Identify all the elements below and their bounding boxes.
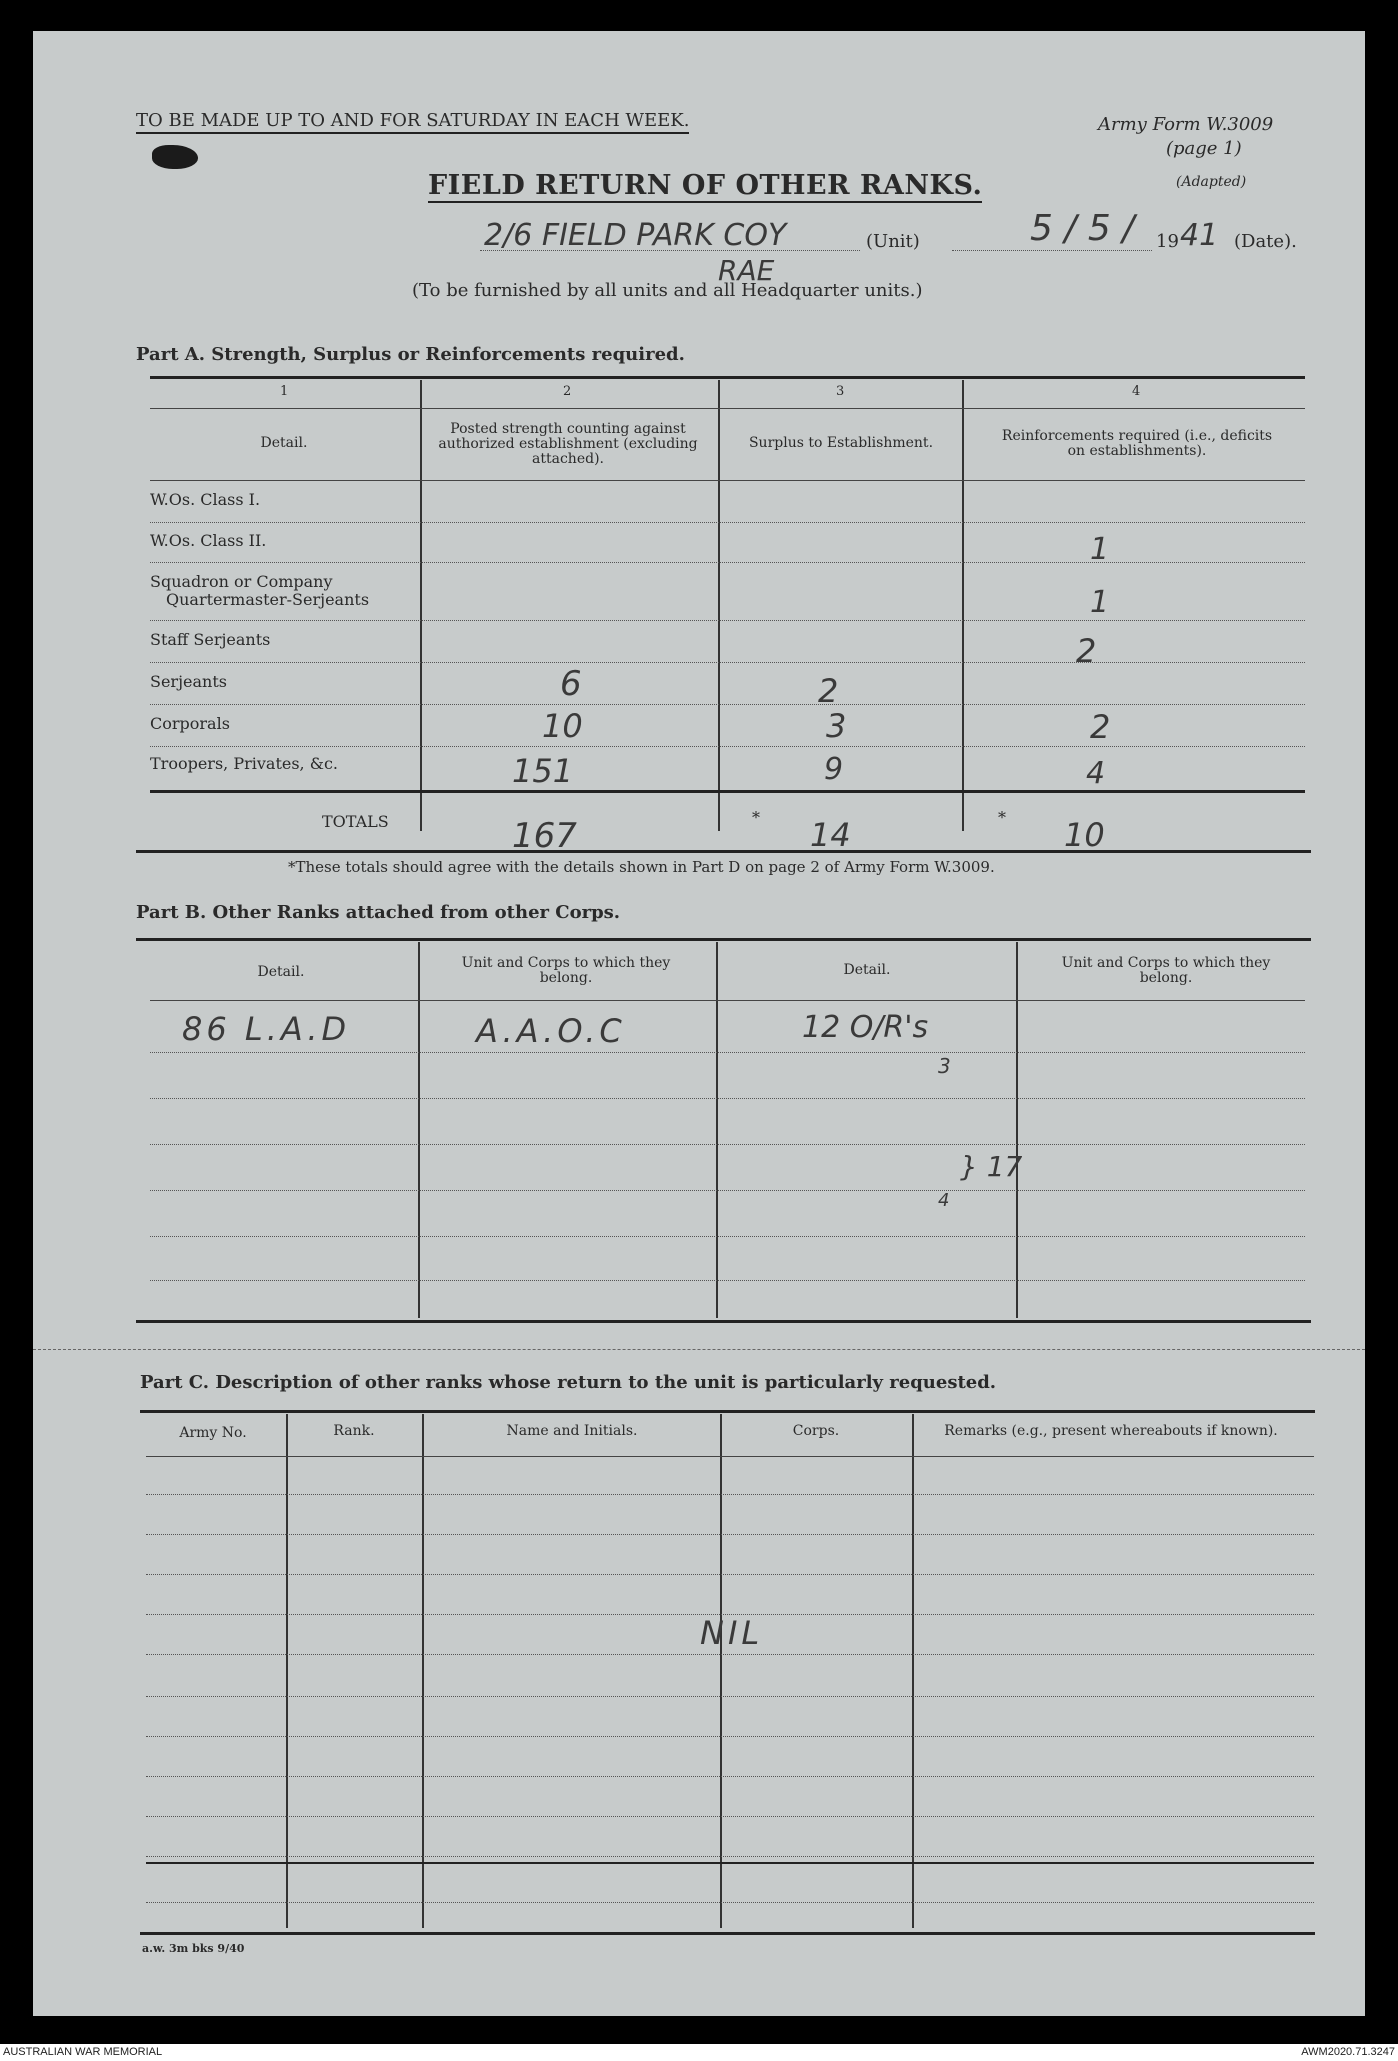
- partB-header-detail-2: Detail.: [843, 962, 891, 978]
- totals-reinf: 10: [1064, 816, 1105, 854]
- rowlabel-wo1: W.Os. Class I.: [150, 490, 261, 509]
- surplus-sgt: 2: [818, 672, 839, 710]
- partB-header-detail: Detail.: [257, 964, 305, 980]
- rowlabel-cpl: Corporals: [150, 714, 230, 733]
- partC-row-rule: [146, 1902, 1314, 1903]
- partC-row-rule: [146, 1696, 1314, 1697]
- reinf-cqms: 1: [1090, 585, 1110, 620]
- rowlabel-pte: Troopers, Privates, &c.: [150, 754, 339, 773]
- partA-heading: Part A. Strength, Surplus or Reinforcements required.: [136, 344, 685, 365]
- partB-header-rule: [150, 1000, 1305, 1001]
- form-title: FIELD RETURN OF OTHER RANKS.: [428, 170, 983, 201]
- partB-mark-1: 3: [938, 1054, 951, 1078]
- print-code: a.w. 3m bks 9/40: [142, 1942, 245, 1955]
- partB-mark-3: 4: [938, 1190, 950, 1211]
- partA-footnote: *These totals should agree with the details shown in Part D on page 2 of Army Form W.3009.: [288, 858, 995, 876]
- page-number: (page 1): [1166, 138, 1242, 159]
- partB-col-divider: [1016, 942, 1018, 1318]
- partC-bottom-rule: [140, 1932, 1315, 1935]
- partB-heading: Part B. Other Ranks attached from other Corps.: [136, 902, 621, 923]
- footer-bar: [0, 2044, 1398, 2061]
- form-number: Army Form W.3009: [1098, 114, 1274, 135]
- partA-top-rule: [150, 376, 1305, 379]
- totals-surplus: 14: [810, 816, 851, 854]
- date-dotted-line: [952, 250, 1152, 251]
- partC-header-name: Name and Initials.: [506, 1423, 638, 1439]
- partC-col-divider: [422, 1414, 424, 1928]
- partA-header-detail: Detail.: [260, 435, 308, 451]
- posted-sgt: 6: [560, 664, 582, 704]
- partC-header-remarks: Remarks (e.g., present whereabouts if known).: [944, 1423, 1278, 1439]
- subtitle: (To be furnished by all units and all Headquarter units.): [412, 280, 923, 301]
- partC-header-rule: [146, 1456, 1314, 1457]
- partB-row-rule: [150, 1098, 1305, 1099]
- partC-heading: Part C. Description of other ranks whose return to the unit is particularly requested.: [140, 1372, 997, 1393]
- partA-bottom-rule: [136, 850, 1311, 853]
- unit-label: (Unit): [866, 231, 920, 252]
- unit-dotted-line: [480, 250, 860, 251]
- partB-row-rule: [150, 1236, 1305, 1237]
- partC-row-rule: [146, 1816, 1314, 1817]
- partC-row-rule: [146, 1776, 1314, 1777]
- partA-colnum-3: 3: [836, 384, 845, 399]
- partA-col-divider: [718, 380, 720, 831]
- partC-col-divider: [720, 1414, 722, 1928]
- partB-col-divider: [716, 942, 718, 1318]
- reinf-ssgt: 2: [1076, 632, 1097, 670]
- punch-mark: [152, 145, 198, 169]
- partC-col-divider: [912, 1414, 914, 1928]
- reinf-cpl: 2: [1090, 708, 1111, 746]
- partA-colnum-1: 1: [280, 384, 289, 399]
- partC-row-rule: [146, 1534, 1314, 1535]
- date-label: (Date).: [1234, 231, 1297, 252]
- instruction-text: TO BE MADE UP TO AND FOR SATURDAY IN EACH WEEK.: [136, 110, 689, 134]
- partC-double-rule: [146, 1862, 1314, 1864]
- posted-cpl: 10: [542, 707, 583, 745]
- partA-col-divider: [962, 380, 964, 831]
- row-rule: [150, 620, 1305, 621]
- partA-colnum-2: 2: [563, 384, 572, 399]
- fold-line: [33, 1349, 1365, 1350]
- partB-header-corps: Unit and Corps to which they belong.: [461, 955, 671, 986]
- partB-detail-entry-2: 12 O/R's: [802, 1010, 929, 1045]
- surplus-pte: 9: [824, 752, 844, 787]
- totals-star-surplus: *: [752, 808, 760, 827]
- unit-handwritten-2: RAE: [718, 254, 775, 287]
- row-rule: [150, 704, 1305, 705]
- partB-row-rule: [150, 1280, 1305, 1281]
- posted-pte: 151: [512, 752, 574, 790]
- partB-detail-entry: 86 L.A.D: [182, 1010, 351, 1048]
- unit-handwritten: 2/6 FIELD PARK COY: [484, 218, 787, 253]
- partA-header-rule: [150, 480, 1305, 481]
- adapted-label: (Adapted): [1176, 174, 1247, 190]
- partB-header-corps-2: Unit and Corps to which they belong.: [1061, 955, 1271, 986]
- row-rule: [150, 562, 1305, 563]
- totals-label: TOTALS: [322, 812, 389, 831]
- partA-colnum-4: 4: [1132, 384, 1141, 399]
- partA-col-divider: [420, 380, 422, 831]
- totals-top-rule: [150, 790, 1305, 793]
- reinf-pte: 4: [1086, 756, 1106, 791]
- partC-row-rule: [146, 1654, 1314, 1655]
- partC-header-corps: Corps.: [792, 1423, 840, 1439]
- rowlabel-wo2: W.Os. Class II.: [150, 531, 267, 550]
- row-rule: [150, 662, 1305, 663]
- rowlabel-sgt: Serjeants: [150, 672, 227, 691]
- partC-header-armyno: Army No.: [179, 1425, 247, 1441]
- surplus-cpl: 3: [826, 707, 847, 745]
- partB-top-rule: [136, 938, 1311, 941]
- partB-mark-2: } 17: [960, 1150, 1023, 1183]
- partC-row-rule: [146, 1736, 1314, 1737]
- footer-archive: AUSTRALIAN WAR MEMORIAL: [3, 2046, 163, 2058]
- partC-header-rank: Rank.: [333, 1423, 375, 1439]
- partA-header-surplus: Surplus to Establishment.: [748, 435, 934, 451]
- reinf-wo2: 1: [1090, 532, 1110, 567]
- partC-col-divider: [286, 1414, 288, 1928]
- partC-row-rule: [146, 1574, 1314, 1575]
- partA-header-reinf: Reinforcements required (i.e., deficits on establishments).: [1001, 428, 1273, 459]
- partB-corps-entry: A.A.O.C: [476, 1012, 626, 1050]
- rowlabel-cqms: Squadron or Company: [150, 572, 333, 591]
- date-handwritten: 5 / 5 /: [1030, 208, 1135, 249]
- partB-row-rule: [150, 1052, 1305, 1053]
- partA-header-posted: Posted strength counting against authorized establishment (excluding attached).: [438, 421, 698, 467]
- partC-nil-entry: NIL: [700, 1614, 764, 1652]
- row-rule: [150, 522, 1305, 523]
- footer-catalogue-id: AWM2020.71.3247: [1301, 2046, 1395, 2058]
- totals-star-reinf: *: [998, 808, 1006, 827]
- totals-posted: 167: [512, 816, 577, 856]
- partB-row-rule: [150, 1144, 1305, 1145]
- partA-colnum-rule: [150, 408, 1305, 409]
- partB-bottom-rule: [136, 1320, 1311, 1323]
- partB-col-divider: [418, 942, 420, 1318]
- partC-row-rule: [146, 1494, 1314, 1495]
- partB-row-rule: [150, 1190, 1305, 1191]
- partC-row-rule: [146, 1856, 1314, 1857]
- row-rule: [150, 746, 1305, 747]
- rowlabel-cqms-2: Quartermaster-Serjeants: [166, 590, 370, 609]
- rowlabel-ssgt: Staff Serjeants: [150, 630, 271, 649]
- year-prefix: 19: [1156, 231, 1179, 252]
- year-handwritten: 41: [1180, 218, 1219, 253]
- partC-top-rule: [140, 1410, 1315, 1413]
